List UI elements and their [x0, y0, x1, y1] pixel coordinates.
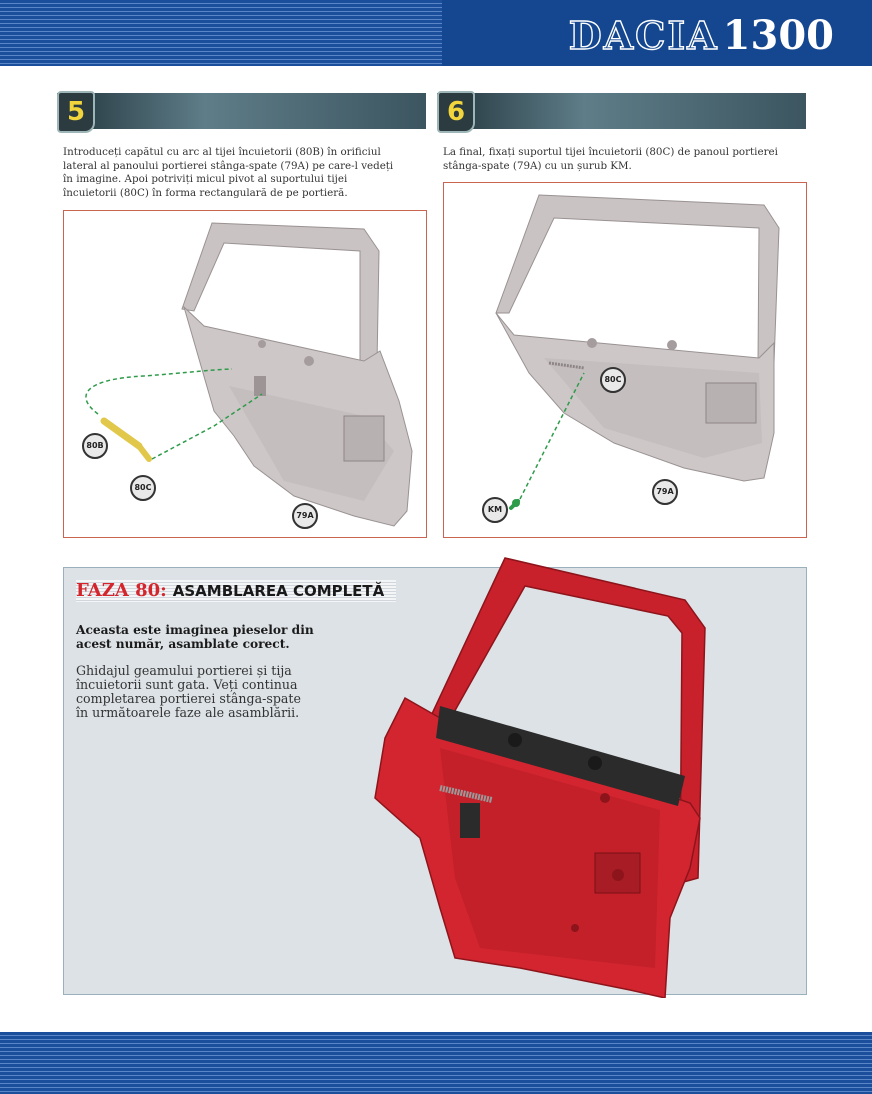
part-label-79a: 79A — [652, 479, 678, 505]
step-6-bar — [437, 93, 806, 129]
part-label-80c: 80C — [130, 475, 156, 501]
phase-bold-text: Aceasta este imaginea pieselor din acest număr, asamblate corect. — [76, 623, 314, 651]
phase-number: FAZA 80: — [76, 580, 167, 601]
step-6-instructions: La final, fixați suportul tijei încuietorii (80C) de panoul portierei stânga-spate (79A) cu un șurub KM. — [443, 146, 778, 172]
footer-band — [0, 1032, 872, 1094]
step-6-number: 6 — [437, 91, 475, 133]
step-6-illustration — [443, 182, 807, 538]
part-label-km: KM — [482, 497, 508, 523]
door-panel-illustration-6 — [444, 183, 806, 537]
part-label-80b: 80B — [82, 433, 108, 459]
phase-title — [76, 580, 384, 601]
phase-subtitle: ASAMBLAREA COMPLETĂ — [172, 582, 385, 600]
door-panel-illustration-5 — [64, 211, 426, 537]
part-label-79a: 79A — [292, 503, 318, 529]
brand-model: 1300 — [722, 11, 834, 59]
phase-heading-band — [76, 580, 396, 602]
phase-body-text: Ghidajul geamului portierei și tija încuietorii sunt gata. Veți continua completarea portierei stânga-spate în următoarele faze ale asamblării. — [76, 663, 301, 720]
part-label-80c: 80C — [600, 367, 626, 393]
brand-logo — [569, 12, 834, 58]
step-5-instructions: Introduceți capătul cu arc al tijei încuietorii (80B) în orificiul lateral al panoului portierei stânga-spate (79A) pe care-l vedeți în imagine. Apoi potriviți micul pivot al suportului tijei încuietorii (80C) în forma rectangulară de pe portieră. — [63, 146, 394, 199]
step-5-bar — [57, 93, 426, 129]
step-5-number: 5 — [57, 91, 95, 133]
assembled-red-door-image — [360, 548, 710, 998]
step-5-illustration — [63, 210, 427, 538]
brand-name: DACIA — [568, 12, 719, 58]
